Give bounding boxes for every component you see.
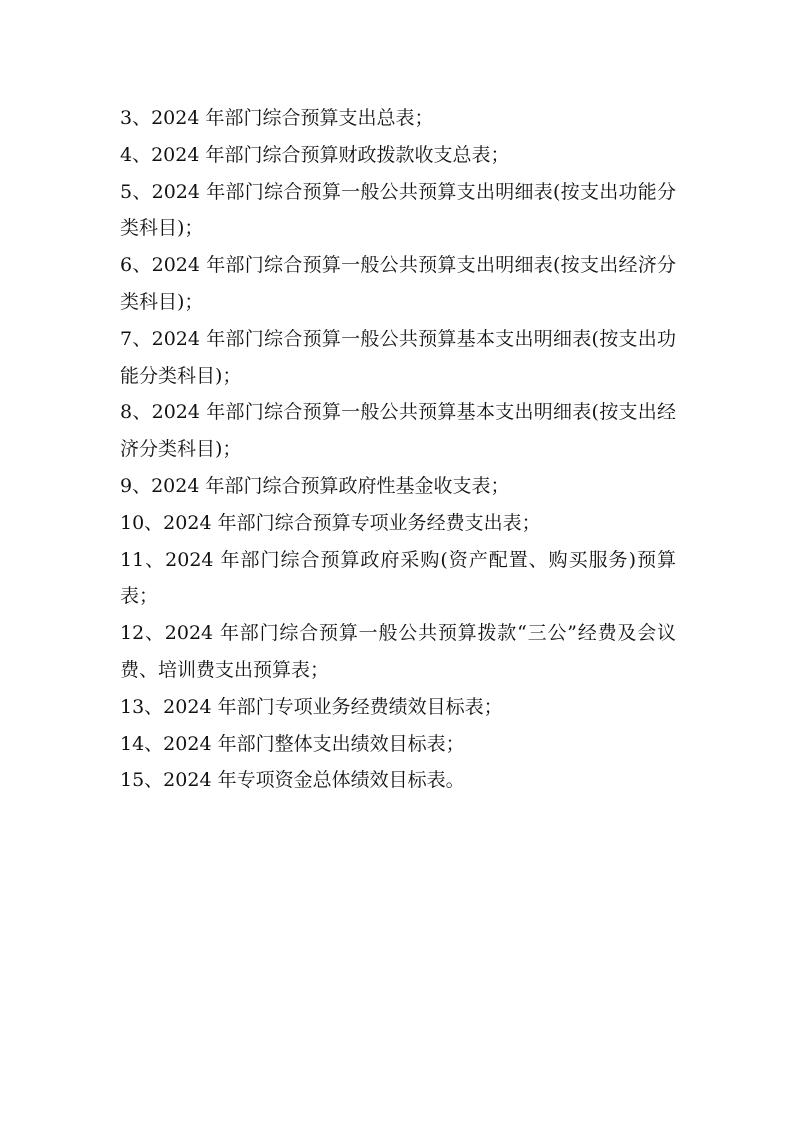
list-item: 6、2024 年部门综合预算一般公共预算支出明细表(按支出经济分类科目)；	[120, 254, 676, 313]
list-item: 12、2024 年部门综合预算一般公共预算拨款“三公”经费及会议费、培训费支出预算表；	[120, 622, 676, 681]
list-item: 13、2024 年部门专项业务经费绩效目标表；	[120, 695, 503, 718]
list-item: 5、2024 年部门综合预算一般公共预算支出明细表(按支出功能分类科目)；	[120, 180, 676, 240]
list-item: 15、2024 年专项资金总体绩效目标表。	[120, 769, 465, 792]
list-item: 4、2024 年部门综合预算财政拨款收支总表；	[120, 143, 510, 166]
list-item: 10、2024 年部门综合预算专项业务经费支出表；	[120, 511, 541, 534]
document-body	[120, 100, 676, 799]
list-item: 8、2024 年部门综合预算一般公共预算基本支出明细表(按支出经济分类科目)；	[120, 401, 676, 461]
list-item: 11、2024 年部门综合预算政府采购(资产配置、购买服务)预算表；	[120, 548, 676, 608]
list-item: 7、2024 年部门综合预算一般公共预算基本支出明细表(按支出功能分类科目)；	[120, 327, 676, 387]
list-item: 9、2024 年部门综合预算政府性基金收支表；	[120, 474, 510, 497]
list-item: 14、2024 年部门整体支出绩效目标表；	[120, 732, 465, 755]
list-item: 3、2024 年部门综合预算支出总表；	[120, 107, 434, 129]
